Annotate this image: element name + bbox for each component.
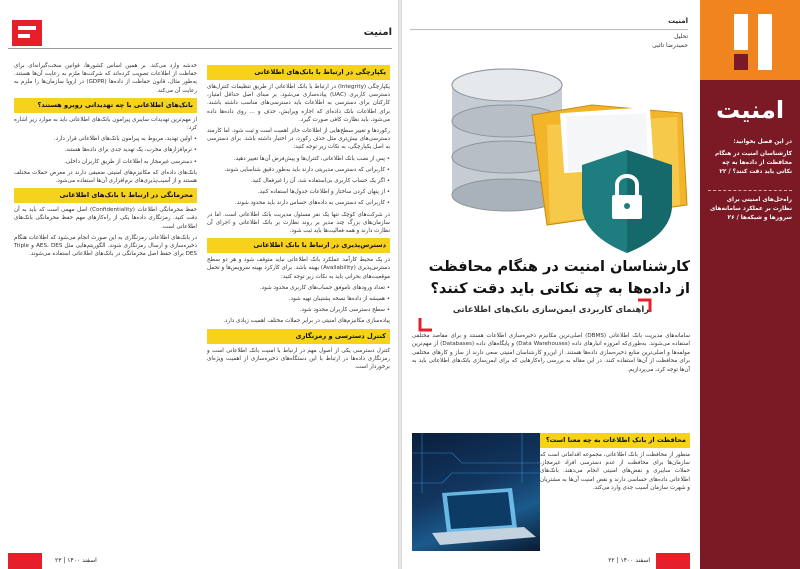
bullet-item: • تعداد ورودهای ناموفق حساب‌های کاربری محدود شود. <box>207 284 390 292</box>
sidebar-intro: در این فصل بخوانید: <box>733 139 792 145</box>
magazine-logo-icon <box>8 553 42 569</box>
header-divider <box>410 29 688 30</box>
article-meta <box>652 32 688 50</box>
bullet-item: • اگر یک حساب کاربری بی‌استفاده شد، آن را غیرفعال کنید. <box>207 177 390 185</box>
page-number: اسفند ۱۴۰۰ | ۲۳ <box>55 557 97 564</box>
header-brand: امنیت <box>363 27 392 38</box>
section-heading-integrity: یکپارچگی در ارتباط با بانک‌های اطلاعاتی <box>207 65 390 80</box>
sidebar-toc-item: راه‌حل‌های امنیتی برای نظارت بر عملکرد سامانه‌های سرورها و شبکه‌ها / ۲۶ <box>709 197 792 221</box>
bullet-item: • پس از نصب بانک اطلاعاتی، کنترل‌ها و پیش‌فرض آن‌ها تغییر دهید. <box>207 155 390 163</box>
paragraph: منظور از محافظت از بانک اطلاعاتی، مجموعه اقداماتی است که سازمان‌ها برای محافظت از عدم دسترسی افراد غیرمجاز، حملات سایبری و نقض‌های امنیتی انجام می‌دهند. بانک‌های اطلاعاتی داده‌های حساسی دارند و نقض امنیت آن‌ها به مشتریان و شهرت سازمان آسیب جدی وارد می‌کند. <box>540 452 690 491</box>
article-intro: سامانه‌های مدیریت بانک اطلاعاتی (DBMS) اصلی‌ترین مکانیزم ذخیره‌سازی اطلاعات هستند و برای مقاصد مختلفی استفاده می‌شوند. به‌طوری‌که امروزه انبارهای داده (Data Warehouses) و پایگاه‌های داده (Databases) از مهم‌ترین مولفه‌ها و اصلی‌ترین منابع ذخیره‌سازی داده‌ها هستند. از این‌رو کارشناسان امنیتی سعی دارند از ساز و کارهای مختلفی برای محافظت از آن‌ها استفاده کنند. در این مقاله به بررسی راه‌کارهایی که برای ایمن‌سازی بانک‌های اطلاعاتی باید به آن‌ها توجه کرد، می‌پردازیم. <box>412 333 690 373</box>
laptop-icon <box>412 433 540 551</box>
bullet-item: • کاربرانی که دسترسی مدیریتی دارند باید به‌طور دقیق شناسایی شوند. <box>207 166 390 174</box>
section-sidebar <box>700 0 800 569</box>
paragraph: پیاده‌سازی مکانیزم‌های امنیتی در برابر حملات مختلف اهمیت زیادی دارد. <box>223 318 390 325</box>
article-subtitle: راهنمای کاربردی ایمن‌سازی بانک‌های اطلاعاتی <box>452 305 650 315</box>
section-logo-icon <box>700 0 800 80</box>
sidebar-toc-item: کارشناسان امنیت در هنگام محافظت از داده‌ها به چه نکاتی باید دقت کنند؟ / ۲۲ <box>715 151 792 175</box>
section-heading-confidentiality: محرمانگی در ارتباط با بانک‌های اطلاعاتی <box>14 188 197 203</box>
right-page <box>400 0 800 569</box>
shield-lock-icon <box>582 150 672 253</box>
left-page-header <box>0 0 400 48</box>
bullet-item: • از پنهان کردن ساختار و اطلاعات جدول‌ها استفاده کنید. <box>207 188 390 196</box>
bullet-item: • دسترسی غیرمجاز به اطلاعات از طریق کاربران داخلی. <box>14 158 197 166</box>
paragraph: کنترل دسترسی یکی از اصول مهم در ارتباط با امنیت بانک اطلاعاتی است و رمزنگاری داده‌ها در ارتباط با این دستگاه‌های ذخیره‌سازی از اهمیت ویژه‌ای برخوردار است. <box>207 347 390 371</box>
section-heading-access-control: کنترل دسترسی و رمزنگاری <box>207 329 390 344</box>
bullet-item: • همیشه از داده‌ها نسخه پشتیبان تهیه شود. <box>207 295 390 303</box>
accent-bracket-icon <box>418 318 432 332</box>
bullet-item: • نرم‌افزارهای مخرب، یک تهدید جدی برای داده‌ها هستند. <box>14 146 197 154</box>
left-page-column-left <box>14 62 197 261</box>
paragraph: یکپارچگی (Integrity) در ارتباط با بانک اطلاعاتی از طریق تنظیمات کنترل‌های دسترسی کاربری (UAC) پیاده‌سازی می‌شود. بر مبنای اصل حداقل امتیاز، کارکنان برای دسترسی به اطلاعات باید دسترسی‌های مناسب داشته باشند. برای اطلاعات بانک داده‌ای که اجازه ویرایش، حذف و ... روی داده‌ها داده می‌شود، باید نظارت کافی صورت گیرد. <box>207 84 390 123</box>
bullet-item: • سطح دسترسی کاربران محدود شود. <box>207 306 390 314</box>
section-heading-availability: دسترس‌پذیری در ارتباط با بانک اطلاعاتی <box>207 238 390 253</box>
brand-logo-icon <box>12 20 42 46</box>
cyber-laptop-photo <box>412 433 540 551</box>
sidebar-divider <box>708 190 792 191</box>
left-page-footer <box>0 553 400 569</box>
article-category: تحلیل <box>674 33 688 40</box>
bullet-item: • کاربرانی که دسترسی به داده‌های حساس دارند باید محدود شوند. <box>207 199 390 207</box>
section-heading-protection: محافظت از بانک اطلاعات به چه معنا است؟ <box>540 433 690 448</box>
paragraph: در بانک‌های اطلاعاتی رمزنگاری به این صورت انجام می‌شود که اطلاعات هنگام ذخیره‌سازی و ارسال رمزنگاری شوند. الگوریتم‌هایی مثل AES، DES و Triple DES برای حفظ اصل محرمانگی در بانک‌های اطلاعاتی استفاده می‌شوند. <box>14 234 197 258</box>
section-title: امنیت <box>715 96 785 124</box>
paragraph: خدشه وارد می‌کند. بر همین اساس کشورها، قوانین سخت‌گیرانه‌ای برای حفاظت از اطلاعات تصویب کرده‌اند که شرکت‌ها ملزم به رعایت آن‌ها هستند. به‌طور مثال، قانون حفاظت از داده‌ها (GDPR) در اروپا سازمان‌ها را ملزم به رعایت آن می‌کند. <box>14 63 197 94</box>
paragraph: از مهم‌ترین تهدیدات سایبری پیرامون بانک‌های اطلاعاتی باید به موارد زیر اشاره کرد: <box>14 116 197 132</box>
page-number: ۲۲ | اسفند ۱۴۰۰ <box>608 557 650 564</box>
page-spine <box>398 0 402 569</box>
magazine-logo-icon <box>656 553 690 569</box>
paragraph: بانک‌های داده‌ای که مکانیزم‌های امنیتی ضعیفی دارند در معرض حملات مختلف هستند و از آسیب‌پذیری‌های نرم‌افزاری آن‌ها استفاده می‌شود. <box>14 169 197 185</box>
header-brand: امنیت <box>668 17 688 25</box>
bullet-item: • اولین تهدید، مربوط به پیرامون بانک‌های اطلاعاتی قرار دارد. <box>14 135 197 143</box>
article-title: کارشناسان امنیت در هنگام محافظت از داده‌ها به چه نکاتی باید دقت کنند؟ <box>428 259 690 297</box>
paragraph: در یک محیط کارآمد عملکرد بانک اطلاعاتی نباید متوقف شود و هر دو سطح دسترس‌پذیری (Availability) بهینه باشد. برای کارکرد بهینه سرویس‌ها و تحمل موقعیت‌های بحرانی باید به نکات زیر توجه کنید: <box>207 257 390 280</box>
section-color-block <box>700 0 800 80</box>
left-page-column-right <box>207 62 390 374</box>
database-security-illustration <box>412 55 697 255</box>
section-heading-threats: بانک‌های اطلاعاتی با چه تهدیداتی روبرو هستند؟ <box>14 98 197 113</box>
right-page-footer <box>400 553 690 569</box>
paragraph: رکوردها و تغییر سطح‌هایی از اطلاعات حائز اهمیت است و ثبت شود. اما کارمند دسترسی‌های بیش‌تری مثل حذف رکورد، در اختیار داشته باشد. برای دسترسی به اصل یکپارچگی، به نکات زیر توجه کنید: <box>207 128 390 151</box>
paragraph: در شرکت‌های کوچک تنها یک نفر مسئول مدیریت بانک اطلاعاتی است. اما در سازمان‌های بزرگ چند مدیر بر روند نظارت بر بانک اطلاعاتی و اجرای آن نظارت دارند و همه فعالیت‌ها باید ثبت شود. <box>207 211 390 235</box>
header-divider <box>8 48 392 49</box>
paragraph: حفظ محرمانگی اطلاعات (Confidentiality) اصل مهمی است که باید به آن دقت کنید. رمزنگاری داده‌ها یکی از راه‌کارهای مهم حفظ محرمانگی بانک‌های اطلاعاتی است. <box>14 207 197 230</box>
article-author: حمیدرضا تائبی <box>652 42 688 49</box>
article-body <box>540 430 690 492</box>
